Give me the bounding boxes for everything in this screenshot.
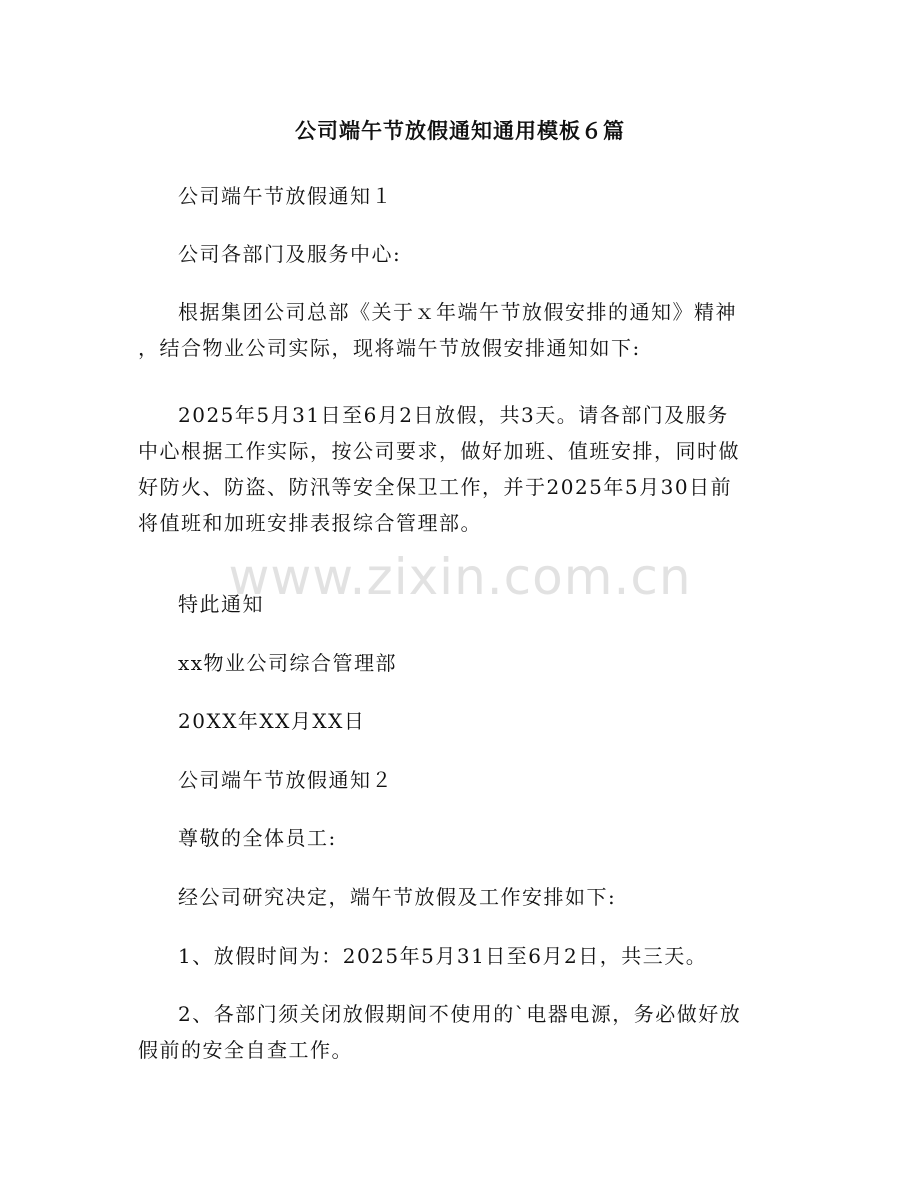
document-title: 公司端午节放假通知通用模板６篇 — [295, 119, 625, 143]
paragraph-line: xx物业公司综合管理部 — [178, 651, 398, 675]
paragraph-line: 20XX年XX月XX日 — [178, 709, 366, 733]
paragraph-line: 特此通知 — [178, 592, 264, 616]
paragraph-closing — [178, 586, 828, 622]
paragraph-line: 将值班和加班安排表报综合管理部。 — [138, 511, 482, 535]
paragraph-line: 尊敬的全体员工: — [178, 826, 337, 850]
paragraph-date — [178, 703, 828, 739]
paragraph-line: ，结合物业公司实际，现将端午节放假安排通知如下: — [138, 336, 641, 360]
paragraph-line: 假前的安全自查工作。 — [138, 1038, 353, 1062]
paragraph-line: 2025年5月31日至6月2日放假，共3天。请各部门及服务 — [178, 403, 729, 427]
paragraph-line: 1、放假时间为：2025年5月31日至6月2日，共三天。 — [178, 944, 708, 968]
paragraph-body-1 — [138, 294, 788, 366]
paragraph-salutation-2 — [178, 820, 828, 856]
paragraph-signature — [178, 645, 828, 681]
paragraph-line: 公司端午节放假通知１ — [178, 184, 393, 208]
paragraph-body-2 — [138, 397, 788, 541]
paragraph-heading-2 — [178, 762, 828, 798]
paragraph-line: 根据集团公司总部《关于ｘ年端午节放假安排的通知》精神 — [178, 300, 737, 324]
paragraph-item-1 — [178, 938, 828, 974]
paragraph-body-3 — [178, 879, 828, 915]
paragraph-line: 2、各部门须关闭放假期间不使用的`电器电源，务必做好放 — [178, 1002, 742, 1026]
paragraph-line: 好防火、防盗、防汛等安全保卫工作，并于2025年5月30日前 — [138, 475, 733, 499]
paragraph-line: 公司端午节放假通知２ — [178, 768, 393, 792]
paragraph-line: 中心根据工作实际，按公司要求，做好加班、值班安排，同时做 — [138, 439, 740, 463]
paragraph-line: 经公司研究决定，端午节放假及工作安排如下: — [178, 885, 617, 909]
paragraph-salutation-1 — [178, 236, 828, 272]
paragraph-item-2 — [138, 996, 788, 1068]
paragraph-line: 公司各部门及服务中心: — [178, 242, 402, 266]
paragraph-heading-1 — [178, 178, 828, 214]
watermark: www.zixin.com.cn — [228, 548, 692, 606]
